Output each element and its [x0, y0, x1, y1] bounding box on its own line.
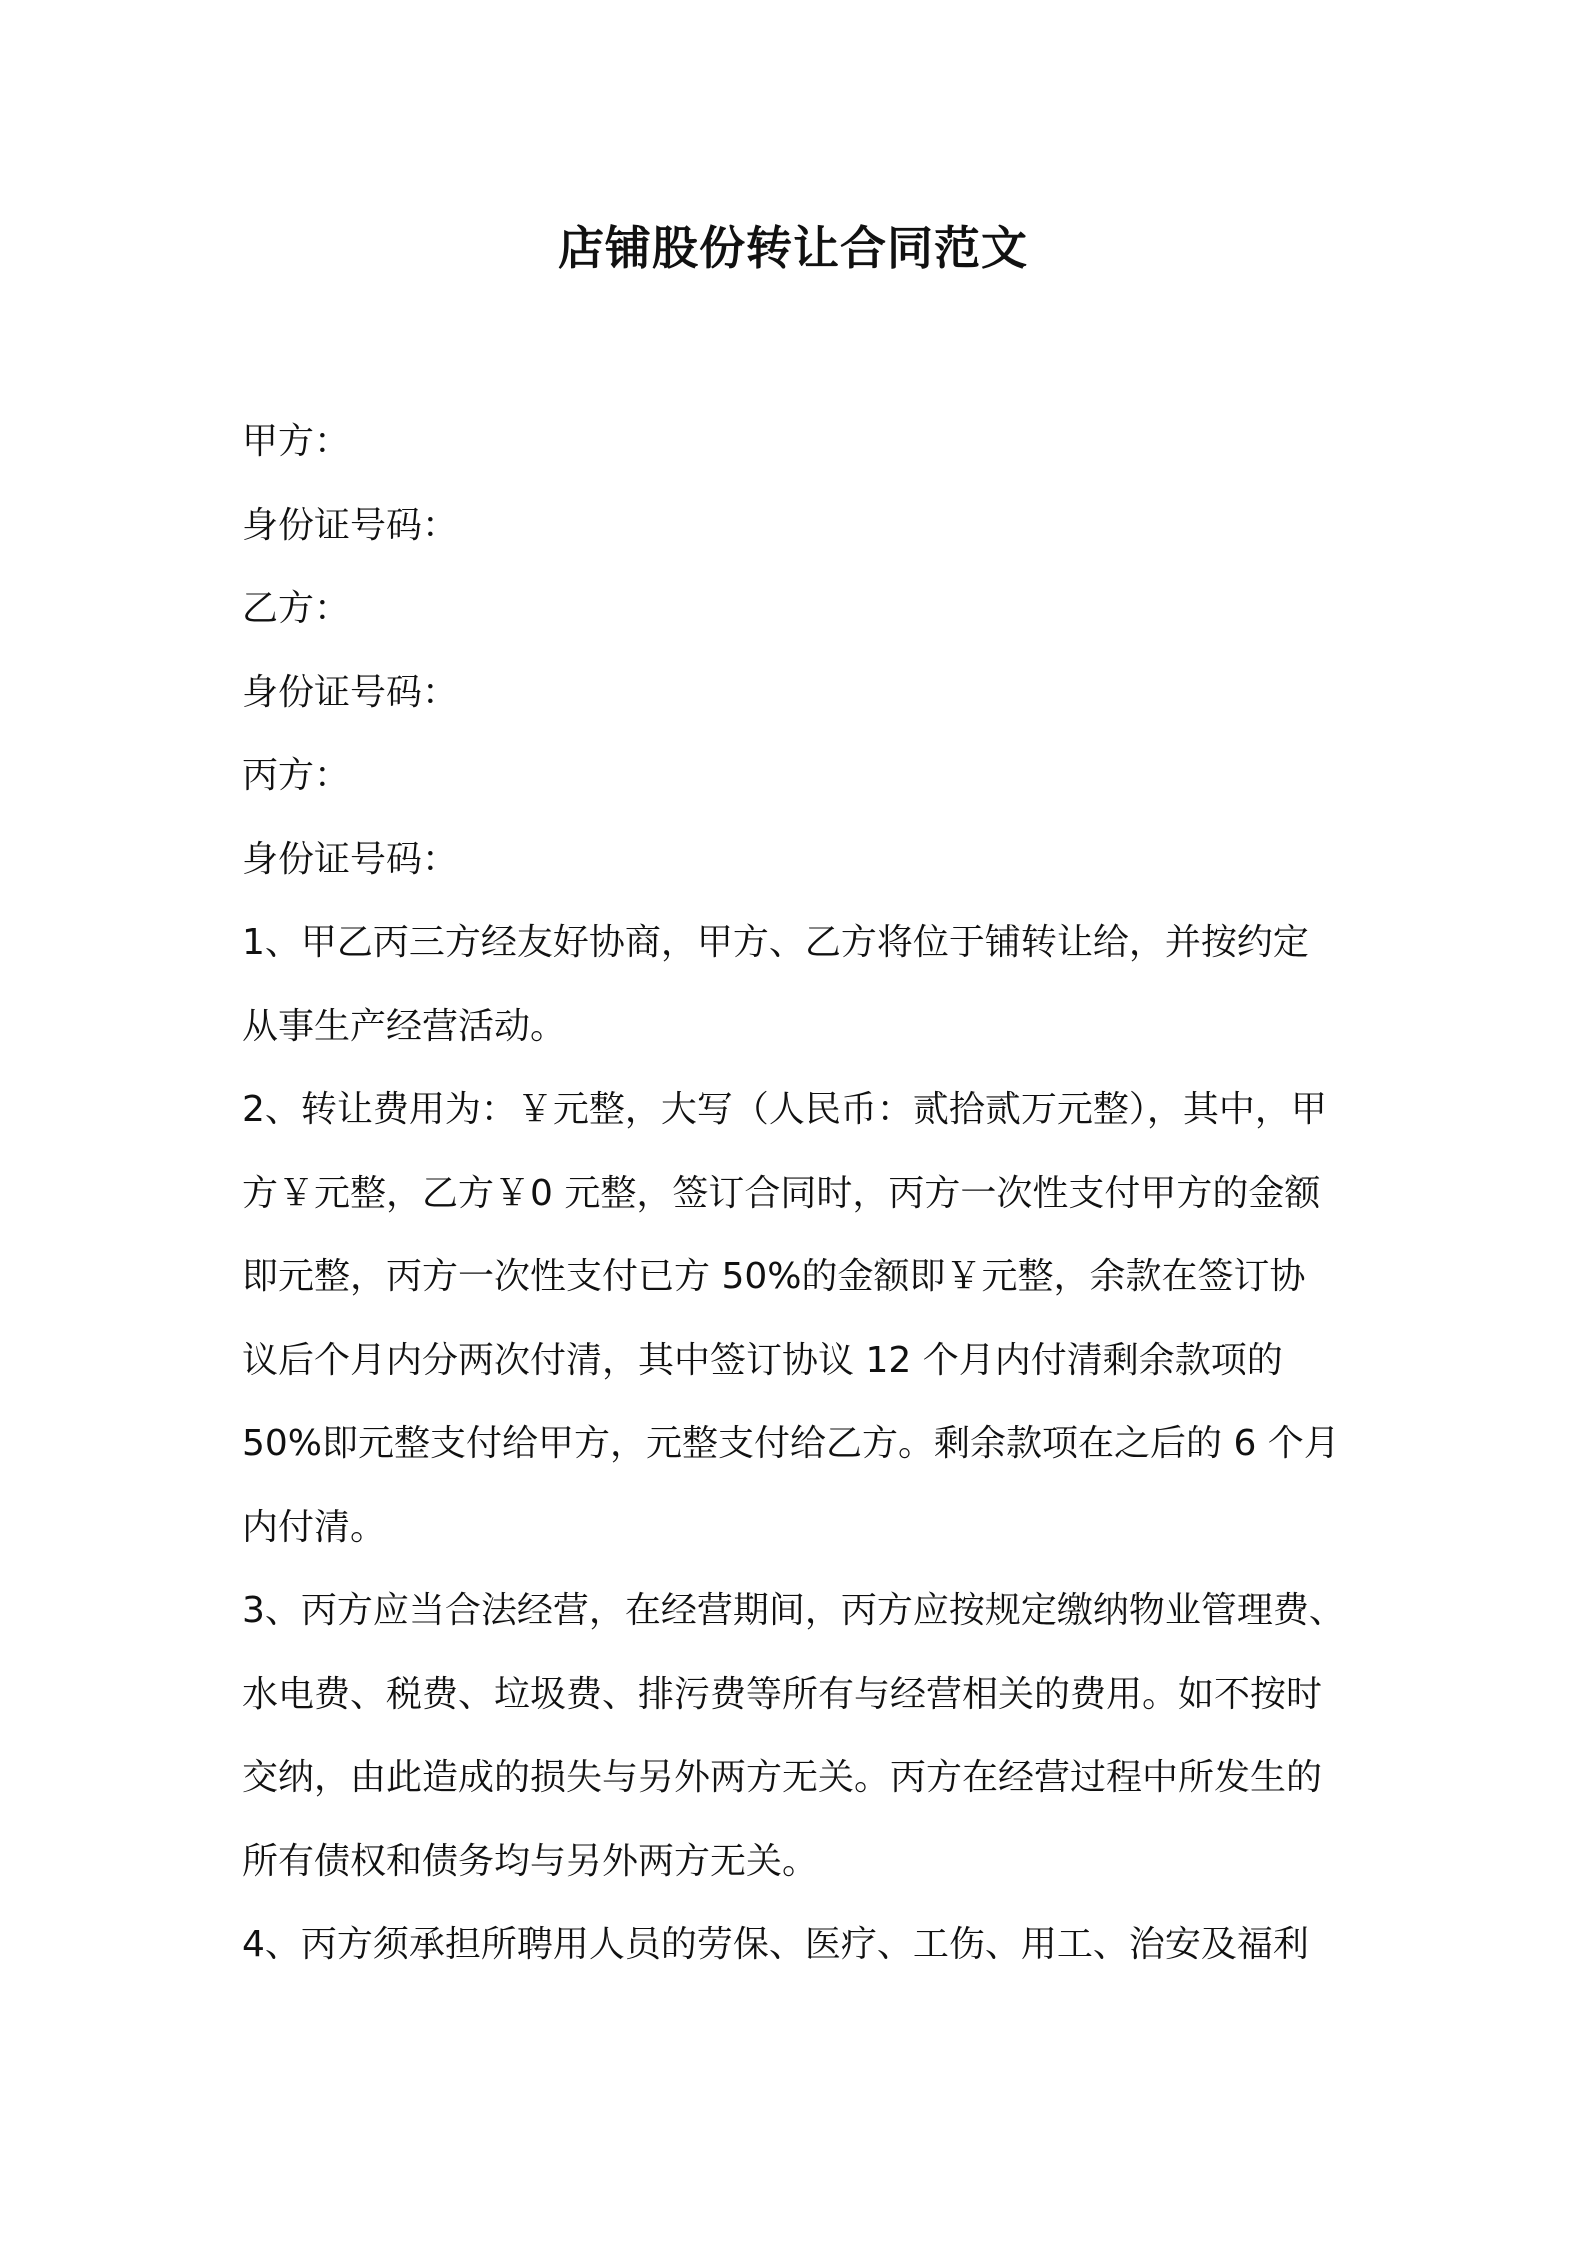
clause-2-line-1: 2、转让费用为：￥元整，大写（人民币：贰拾贰万元整），其中，甲: [242, 1089, 1327, 1130]
clause-1-line-1: 1、甲乙丙三方经友好协商，甲方、乙方将位于铺转让给，并按约定: [242, 922, 1309, 963]
document-title: 店铺股份转让合同范文: [558, 221, 1028, 275]
clause-2-line-2: 方￥元整，乙方￥0 元整，签订合同时，丙方一次性支付甲方的金额: [242, 1172, 1321, 1214]
document-body: [242, 400, 1372, 1987]
party-b-label: 乙方：: [242, 588, 351, 629]
clause-3-line-3: 交纳，由此造成的损失与另外两方无关。丙方在经营过程中所发生的: [242, 1757, 1323, 1798]
clause-2-line-3: 即元整，丙方一次性支付已方 50%的金额即￥元整，余款在签订协: [242, 1256, 1306, 1297]
clause-1-line-2: 从事生产经营活动。: [242, 1005, 567, 1047]
clause-4-line-1: 4、丙方须承担所聘用人员的劳保、医疗、工伤、用工、治安及福利: [242, 1924, 1309, 1965]
clause-2-line-4: 议后个月内分两次付清，其中签订协议 12 个月内付清剩余款项的: [242, 1339, 1283, 1381]
clause-2-line-5: 50%即元整支付给甲方，元整支付给乙方。剩余款项在之后的 6 个月: [242, 1423, 1340, 1464]
clause-3-line-4: 所有债权和债务均与另外两方无关。: [242, 1840, 819, 1882]
clause-3-line-1: 3、丙方应当合法经营，在经营期间，丙方应按规定缴纳物业管理费、: [242, 1590, 1345, 1631]
party-c-label: 丙方：: [242, 755, 351, 796]
clause-3-line-2: 水电费、税费、垃圾费、排污费等所有与经营相关的费用。如不按时: [242, 1673, 1323, 1715]
clause-2-line-6: 内付清。: [242, 1506, 387, 1548]
party-a-id-label: 身份证号码：: [242, 504, 459, 546]
party-a-label: 甲方：: [242, 421, 351, 462]
party-c-id-label: 身份证号码：: [242, 838, 459, 880]
party-b-id-label: 身份证号码：: [242, 671, 459, 713]
